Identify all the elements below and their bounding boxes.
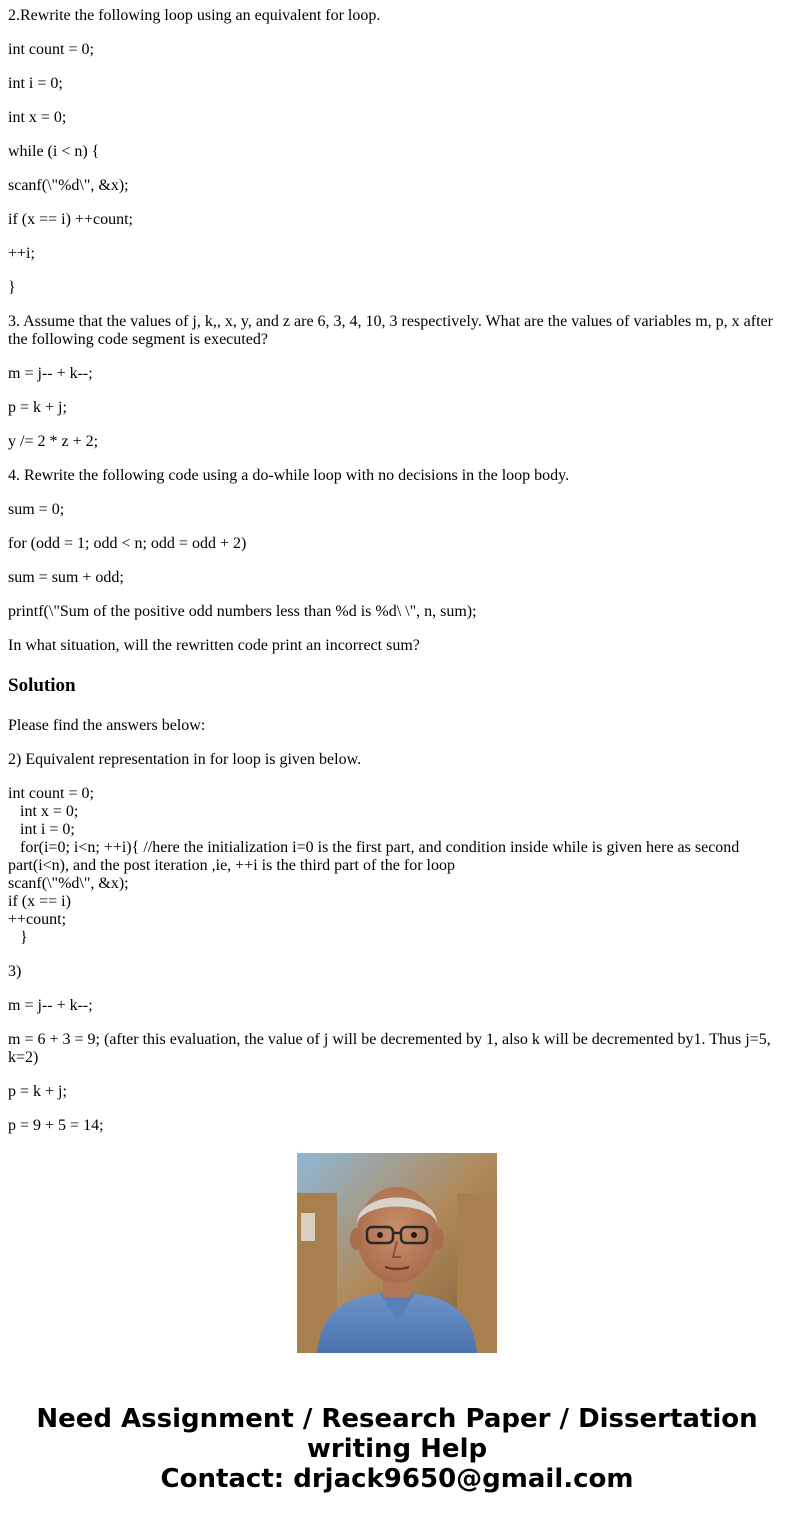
a2-code-line: scanf(\"%d\", &x); <box>8 875 129 892</box>
answer-2-title: 2) Equivalent representation in for loop is given below. <box>8 751 362 768</box>
q2-code-line: scanf(\"%d\", &x); <box>8 177 129 194</box>
question-2-title: 2.Rewrite the following loop using an equivalent for loop. <box>8 7 381 24</box>
a3-line: p = k + j; <box>8 1083 67 1100</box>
promo-line-2: writing Help <box>306 1434 488 1464</box>
a2-code-line: int x = 0; <box>8 803 79 820</box>
solution-heading: Solution <box>8 675 76 696</box>
a3-line: p = 9 + 5 = 14; <box>8 1117 104 1134</box>
q4-code-line: sum = 0; <box>8 501 65 518</box>
q2-code-line: int i = 0; <box>8 75 63 92</box>
q4-code-line: for (odd = 1; odd < n; odd = odd + 2) <box>8 535 247 552</box>
q3-code-line: p = k + j; <box>8 399 67 416</box>
q3-code-line: y /= 2 * z + 2; <box>8 433 99 450</box>
promo-text <box>0 1404 794 1494</box>
q2-code-line: int x = 0; <box>8 109 67 126</box>
q2-code-line: } <box>8 279 16 296</box>
promo-banner <box>0 1122 794 1523</box>
answer-3-title: 3) <box>8 963 22 980</box>
question-4-title: 4. Rewrite the following code using a do-while loop with no decisions in the loop body. <box>8 467 570 484</box>
a2-code-line: ++count; <box>8 911 67 928</box>
solution-intro: Please find the answers below: <box>8 717 206 734</box>
a2-code-line: int i = 0; <box>8 821 75 838</box>
a2-code-line: for(i=0; i<n; ++i){ //here the initialization i=0 is the first part, and condition inside while is given here as second part(i<n), and the post iteration ,ie, ++i is the third part of the for loop <box>8 839 744 874</box>
presenter-avatar <box>297 1153 497 1353</box>
q2-code-line: if (x == i) ++count; <box>8 211 133 228</box>
q4-code-line: sum = sum + odd; <box>8 569 124 586</box>
question-4-followup: In what situation, will the rewritten code print an incorrect sum? <box>8 637 420 654</box>
presenter-portrait-icon <box>297 1153 497 1353</box>
q3-code-line: m = j-- + k--; <box>8 365 93 382</box>
q4-code-line: printf(\"Sum of the positive odd numbers less than %d is %d\ \", n, sum); <box>8 603 477 620</box>
a2-code-line: } <box>8 929 28 946</box>
promo-contact: Contact: drjack9650@gmail.com <box>160 1464 634 1494</box>
a3-line: m = 6 + 3 = 9; (after this evaluation, the value of j will be decremented by 1, also k will be decremented by1. Thus j=5, k=2) <box>8 1031 771 1066</box>
q2-code-line: while (i < n) { <box>8 143 100 160</box>
q2-code-line: ++i; <box>8 245 35 262</box>
a2-code-line: if (x == i) <box>8 893 71 910</box>
a2-code-line: int count = 0; <box>8 785 94 802</box>
answer-2-code-block <box>8 785 786 947</box>
q2-code-line: int count = 0; <box>8 41 94 58</box>
document-content <box>8 0 786 1134</box>
promo-line-1: Need Assignment / Research Paper / Dissertation <box>36 1404 758 1434</box>
a3-line: m = j-- + k--; <box>8 997 93 1014</box>
question-3-title: 3. Assume that the values of j, k,, x, y, and z are 6, 3, 4, 10, 3 respectively. What are the values of variables m, p, x after the following code segment is executed? <box>8 313 773 348</box>
